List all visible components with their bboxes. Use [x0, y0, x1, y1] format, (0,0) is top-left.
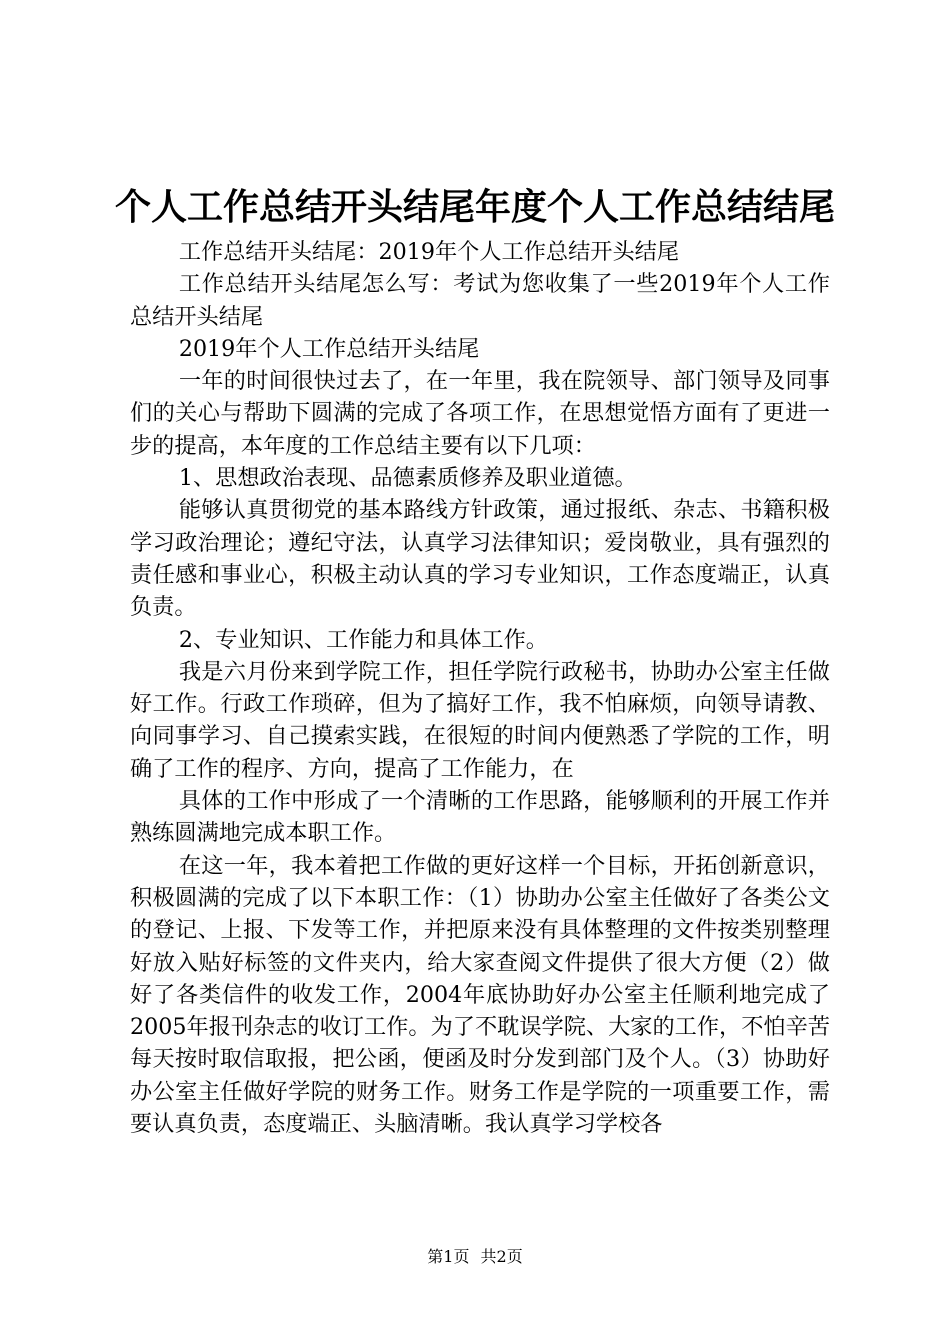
page-footer — [0, 1246, 950, 1268]
paragraph: 1、思想政治表现、品德素质修养及职业道德。 — [178, 465, 637, 492]
paragraph: 在这一年，我本着把工作做的更好这样一个目标，开拓创新意识，积极圆满的完成了以下本职工作：（1）协助办公室主任做好了各类公文的登记、上报、下发等工作，并把原来没有具体整理的文件按类别整理好放入贴好标签的文件夹内，给大家查阅文件提供了很大方便（2）做好了各类信件的收发工作，2004年底协助好办公室主任顺利地完成了2005年报刊杂志的收订工作。为了不耽误学院、大家的工作，不怕辛苦每天按时取信取报，把公函，便函及时分发到部门及个人。（3）协助好办公室主任做好学院的财务工作。财务工作是学院的一项重要工作，需要认真负责，态度端正、头脑清晰。我认真学习学校各 — [130, 852, 830, 1138]
page-number: 第1页 — [427, 1247, 470, 1266]
document-body — [130, 236, 830, 1140]
paragraph: 2、专业知识、工作能力和具体工作。 — [178, 626, 548, 653]
paragraph: 能够认真贯彻党的基本路线方针政策，通过报纸、杂志、书籍积极学习政治理论；遵纪守法，认真学习法律知识；爱岗敬业，具有强烈的责任感和事业心，积极主动认真的学习专业知识，工作态度端正，认真负责。 — [130, 497, 830, 621]
paragraph: 工作总结开头结尾怎么写：考试为您收集了一些2019年个人工作总结开头结尾 — [130, 271, 830, 330]
document-title: 个人工作总结开头结尾年度个人工作总结结尾 — [114, 186, 835, 228]
paragraph: 工作总结开头结尾：2019年个人工作总结开头结尾 — [178, 239, 680, 265]
paragraph: 我是六月份来到学院工作，担任学院行政秘书，协助办公室主任做好工作。行政工作琐碎，但为了搞好工作，我不怕麻烦，向领导请教、向同事学习、自己摸索实践，在很短的时间内便熟悉了学院的工作，明确了工作的程序、方向，提高了工作能力，在 — [130, 658, 830, 782]
paragraph: 2019年个人工作总结开头结尾 — [178, 335, 480, 362]
paragraph: 一年的时间很快过去了，在一年里，我在院领导、部门领导及同事们的关心与帮助下圆满的完成了各项工作，在思想觉悟方面有了更进一步的提高，本年度的工作总结主要有以下几项： — [130, 368, 830, 459]
paragraph: 具体的工作中形成了一个清晰的工作思路，能够顺利的开展工作并熟练圆满地完成本职工作。 — [130, 788, 830, 847]
page-total: 共2页 — [480, 1247, 523, 1266]
